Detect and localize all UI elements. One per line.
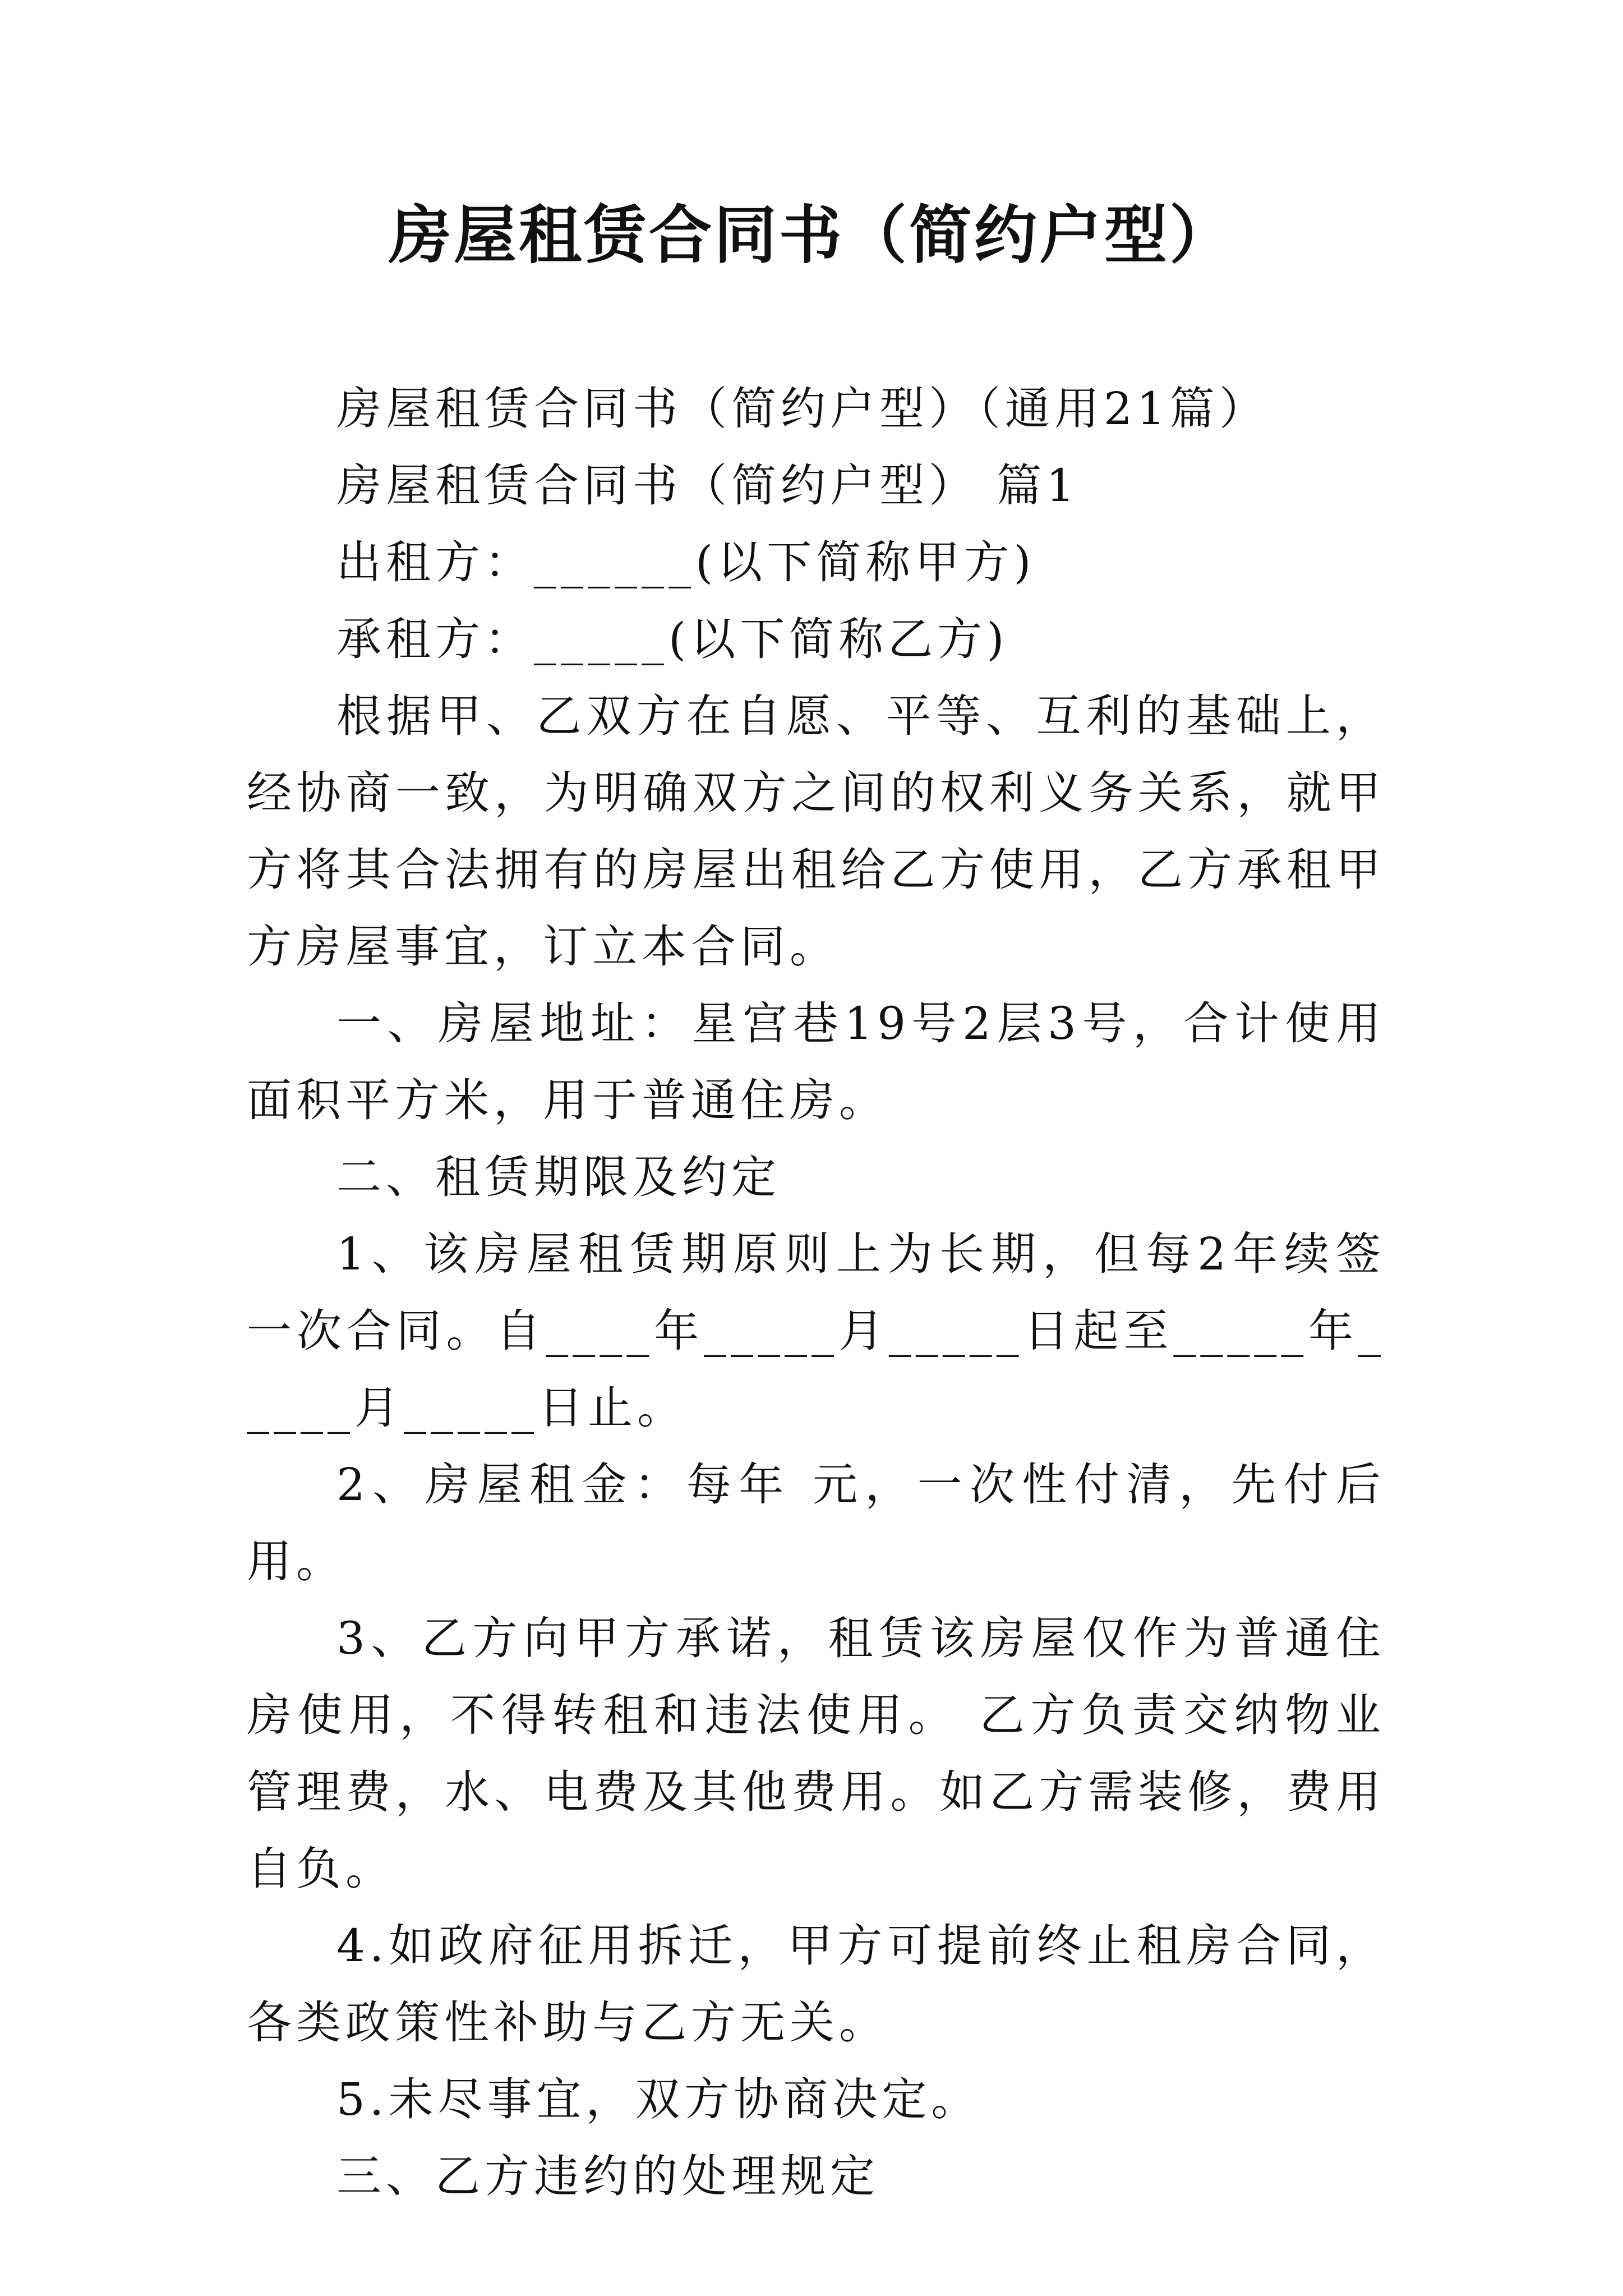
lessee-line: 承租方：_____(以下简称乙方) [336, 613, 1009, 665]
section-heading-lease-term: 二、租赁期限及约定 [336, 1151, 781, 1203]
section-heading-breach: 三、乙方违约的处理规定 [336, 2150, 879, 2202]
preamble-paragraph: 根据甲、乙双方在自愿、平等、互利的基础上，经协商一致，为明确双方之间的权利义务关系，就甲方将其合法拥有的房屋出租给乙方使用，乙方承租甲方房屋事宜，订立本合同。 [247, 690, 1385, 973]
clause-rent: 2、房屋租金：每年 元，一次性付清，先付后用。 [247, 1458, 1385, 1588]
document-body [247, 370, 1385, 2215]
lessor-line: 出租方：______(以下简称甲方) [336, 536, 1036, 588]
collection-heading: 房屋租赁合同书（简约户型）（通用21篇） [336, 383, 1269, 435]
document-title: 房屋租赁合同书（简约户型） [389, 199, 1234, 272]
clause-lease-period: 1、该房屋租赁期原则上为长期，但每2年续签一次合同。自____年_____月_____日起至_____年_____月_____日止。 [247, 1228, 1385, 1434]
clause-usage-commitment: 3、乙方向甲方承诺，租赁该房屋仅作为普通住房使用，不得转租和违法使用。 乙方负责交纳物业管理费，水、电费及其他费用。如乙方需装修，费用自负。 [247, 1612, 1385, 1895]
clause-other-matters: 5.未尽事宜，双方协商决定。 [336, 2073, 981, 2125]
article-heading: 房屋租赁合同书（简约户型） 篇1 [336, 459, 1080, 512]
clause-house-address: 一、房屋地址：星宫巷19号2层3号，合计使用面积平方米，用于普通住房。 [247, 997, 1385, 1126]
clause-government-demolition: 4.如政府征用拆迁，甲方可提前终止租房合同，各类政策性补助与乙方无关。 [247, 1920, 1385, 2049]
